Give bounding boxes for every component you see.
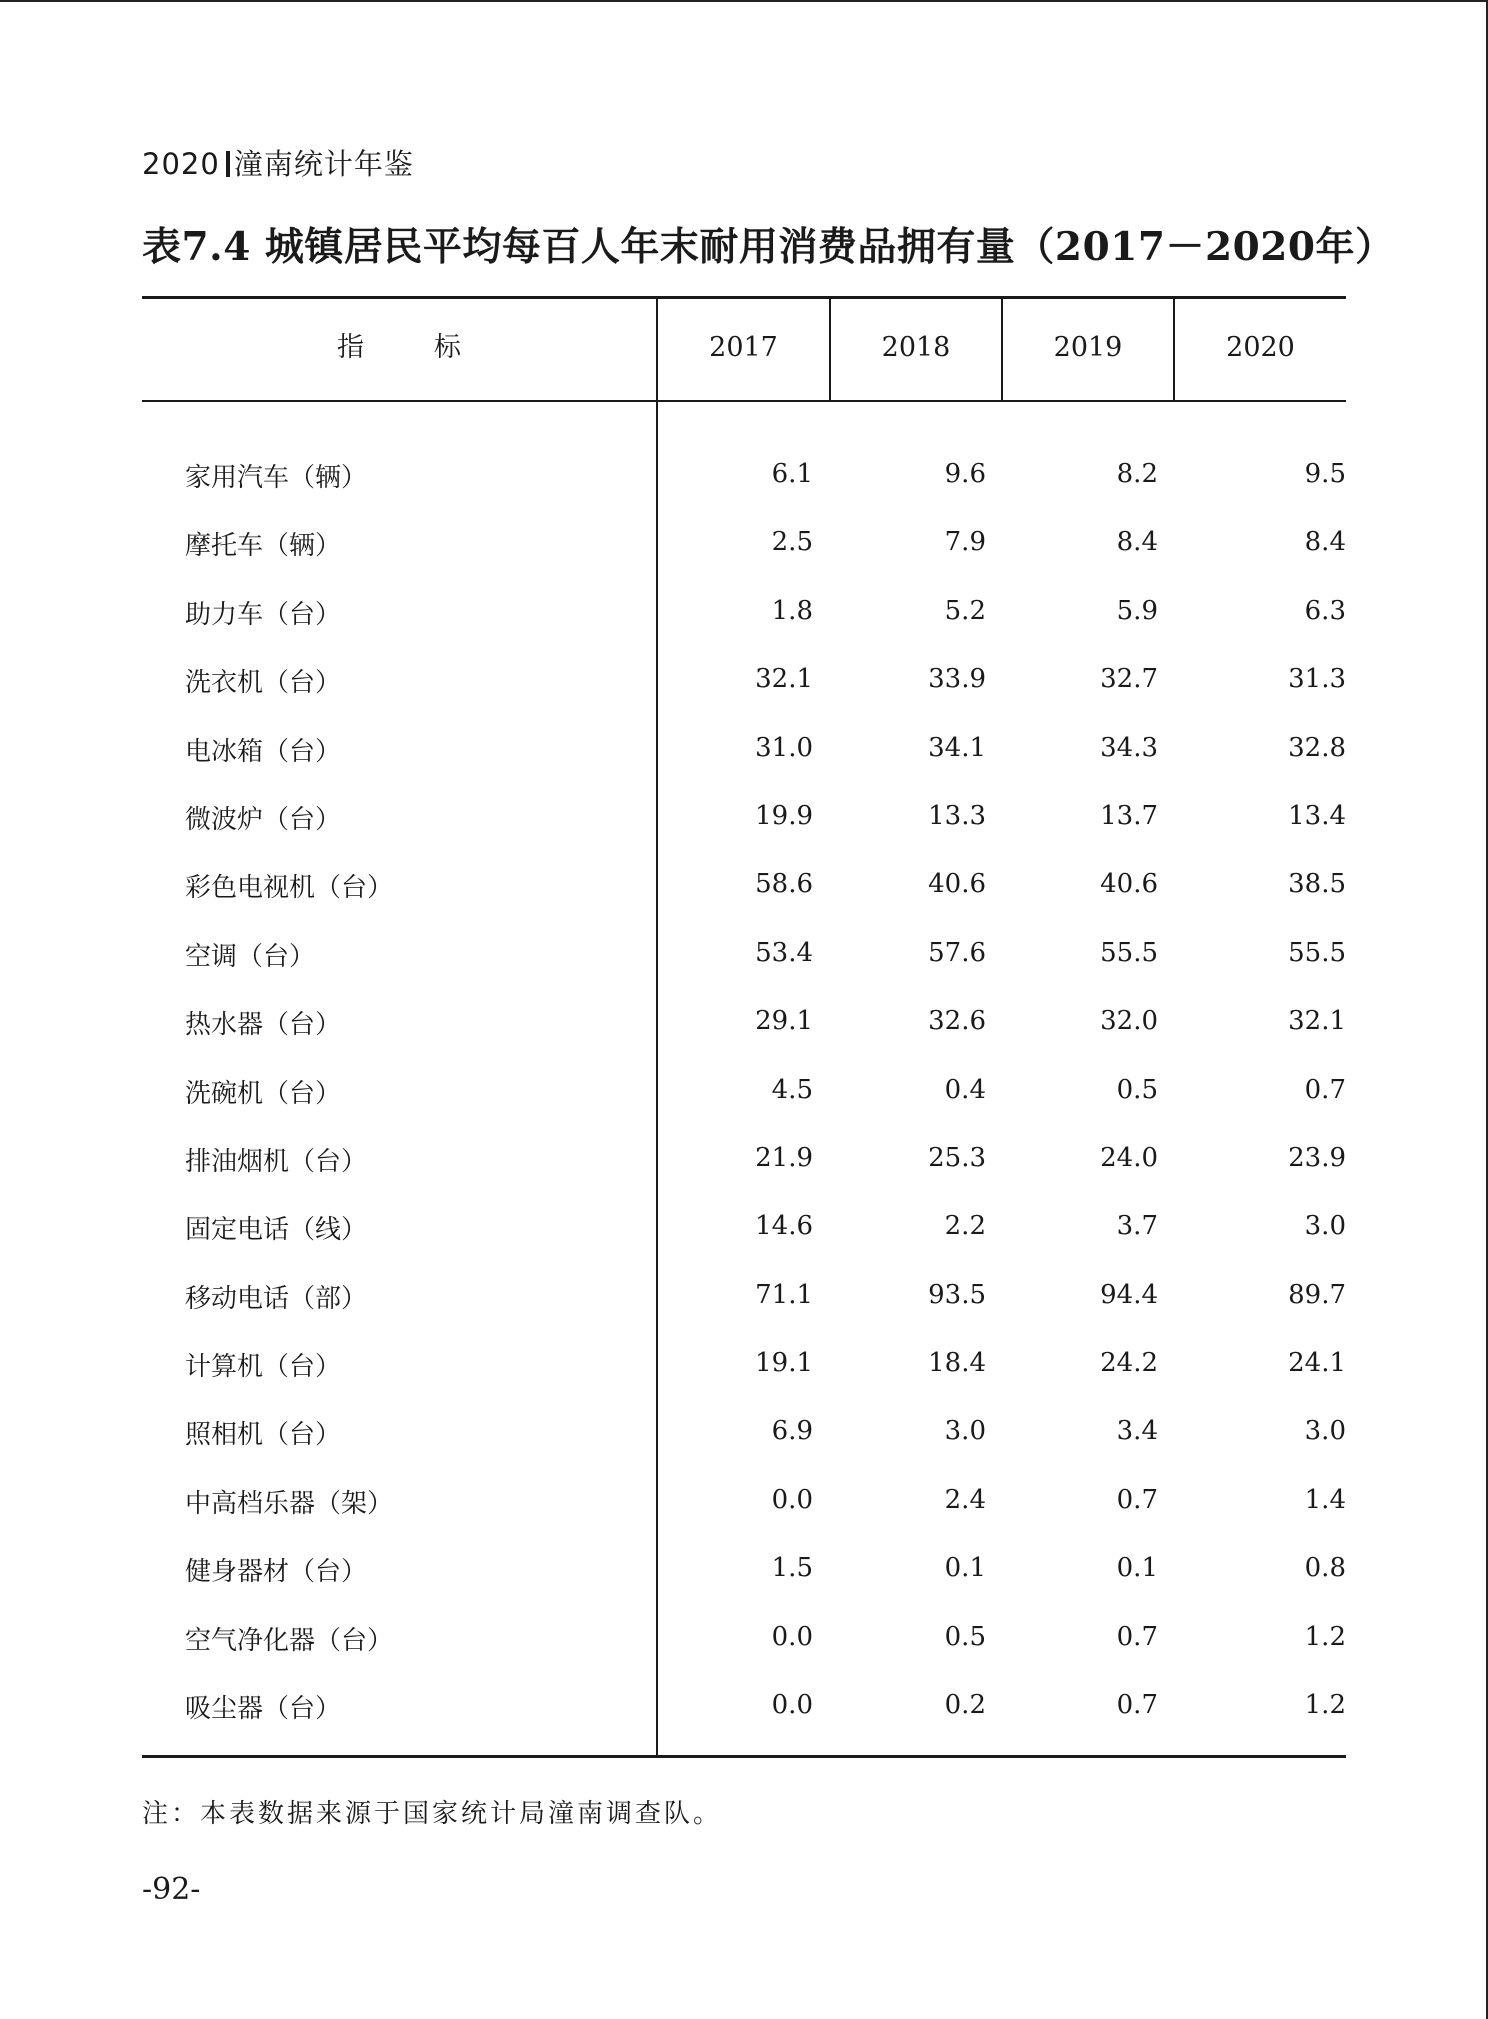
table-title: 表7.4 城镇居民平均每百人年末耐用消费品拥有量（2017－2020年） xyxy=(142,224,1395,270)
table-row xyxy=(142,1470,1346,1538)
cell-value: 32.1 xyxy=(755,664,813,695)
table-bottom-rule xyxy=(142,1755,1346,1758)
row-label: 微波炉（台） xyxy=(185,804,342,835)
table-row xyxy=(142,786,1346,854)
cell-value: 0.5 xyxy=(1116,1074,1158,1105)
table-row xyxy=(142,1196,1346,1264)
cell-value: 55.5 xyxy=(1100,937,1158,968)
cell-value: 9.6 xyxy=(944,459,986,489)
cell-value: 0.8 xyxy=(1304,1553,1346,1584)
row-label: 摩托车（辆） xyxy=(185,531,342,562)
cell-value: 40.6 xyxy=(1100,869,1158,900)
cell-value: 53.4 xyxy=(755,937,813,968)
header-book-title: 潼南统计年鉴 xyxy=(233,147,414,181)
cell-value: 21.9 xyxy=(755,1142,813,1173)
table-row xyxy=(142,1060,1346,1128)
data-table xyxy=(142,296,1346,1758)
page-number: -92- xyxy=(142,1872,201,1907)
cell-value: 24.2 xyxy=(1100,1348,1158,1379)
cell-value: 14.6 xyxy=(755,1211,813,1242)
table-row xyxy=(142,1675,1346,1743)
row-label: 家用汽车（辆） xyxy=(185,463,368,493)
row-label: 洗碗机（台） xyxy=(185,1078,342,1109)
cell-value: 6.9 xyxy=(771,1416,813,1447)
cell-value: 32.0 xyxy=(1100,1006,1158,1037)
row-label: 助力车（台） xyxy=(185,599,342,630)
row-label: 空调（台） xyxy=(185,941,316,972)
cell-value: 24.1 xyxy=(1288,1348,1346,1379)
table-row xyxy=(142,1333,1346,1401)
cell-value: 31.3 xyxy=(1288,664,1346,695)
cell-value: 0.7 xyxy=(1116,1690,1158,1721)
row-label: 健身器材（台） xyxy=(185,1557,368,1588)
table-row xyxy=(142,1128,1346,1196)
cell-value: 3.7 xyxy=(1116,1211,1158,1242)
cell-value: 23.9 xyxy=(1288,1142,1346,1173)
cell-value: 34.1 xyxy=(928,732,986,763)
cell-value: 19.9 xyxy=(755,800,813,831)
row-label: 吸尘器（台） xyxy=(185,1694,342,1725)
cell-value: 24.0 xyxy=(1100,1142,1158,1173)
cell-value: 19.1 xyxy=(755,1348,813,1379)
cell-value: 58.6 xyxy=(755,869,813,900)
cell-value: 8.2 xyxy=(1116,459,1158,489)
table-row xyxy=(142,854,1346,922)
cell-value: 25.3 xyxy=(928,1142,986,1173)
table-note: 注：本表数据来源于国家统计局潼南调查队。 xyxy=(142,1799,723,1829)
table-row xyxy=(142,1265,1346,1333)
cell-value: 9.5 xyxy=(1304,459,1346,489)
cell-value: 33.9 xyxy=(928,664,986,695)
cell-value: 6.1 xyxy=(771,459,813,489)
row-label: 中高档乐器（架） xyxy=(185,1488,394,1519)
row-label: 排油烟机（台） xyxy=(185,1146,368,1177)
cell-value: 1.8 xyxy=(771,595,813,626)
table-row xyxy=(142,444,1346,512)
column-header-year: 2017 xyxy=(709,332,778,363)
cell-value: 0.0 xyxy=(771,1484,813,1515)
indicator-char-right: 标 xyxy=(434,332,461,363)
cell-value: 0.7 xyxy=(1304,1074,1346,1105)
column-header-year: 2020 xyxy=(1226,332,1295,363)
cell-value: 2.5 xyxy=(771,527,813,558)
row-label: 照相机（台） xyxy=(185,1420,342,1451)
header-year: 2020 xyxy=(142,147,220,181)
table-row xyxy=(142,923,1346,991)
cell-value: 31.0 xyxy=(755,732,813,763)
cell-value: 0.7 xyxy=(1116,1621,1158,1652)
cell-value: 7.9 xyxy=(944,527,986,558)
cell-value: 34.3 xyxy=(1100,732,1158,763)
table-header-rule xyxy=(142,400,1346,402)
cell-value: 3.0 xyxy=(1304,1211,1346,1242)
cell-value: 5.2 xyxy=(944,595,986,626)
row-label: 固定电话（线） xyxy=(185,1215,368,1246)
table-row xyxy=(142,1538,1346,1606)
cell-value: 13.7 xyxy=(1100,800,1158,831)
cell-value: 1.2 xyxy=(1304,1690,1346,1721)
cell-value: 3.0 xyxy=(1304,1416,1346,1447)
cell-value: 0.5 xyxy=(944,1621,986,1652)
cell-value: 18.4 xyxy=(928,1348,986,1379)
table-row xyxy=(142,649,1346,717)
table-row xyxy=(142,512,1346,580)
cell-value: 32.6 xyxy=(928,1006,986,1037)
cell-value: 0.0 xyxy=(771,1621,813,1652)
cell-value: 0.4 xyxy=(944,1074,986,1105)
cell-value: 1.5 xyxy=(771,1553,813,1584)
cell-value: 8.4 xyxy=(1304,527,1346,558)
cell-value: 13.3 xyxy=(928,800,986,831)
column-header-indicator xyxy=(142,296,656,400)
table-row xyxy=(142,991,1346,1059)
row-label: 热水器（台） xyxy=(185,1010,342,1041)
cell-value: 0.0 xyxy=(771,1690,813,1721)
cell-value: 29.1 xyxy=(755,1006,813,1037)
table-row xyxy=(142,1607,1346,1675)
cell-value: 89.7 xyxy=(1288,1279,1346,1310)
cell-value: 93.5 xyxy=(928,1279,986,1310)
row-label: 电冰箱（台） xyxy=(185,736,342,767)
cell-value: 5.9 xyxy=(1116,595,1158,626)
row-label: 计算机（台） xyxy=(185,1352,342,1383)
cell-value: 13.4 xyxy=(1288,800,1346,831)
cell-value: 3.0 xyxy=(944,1416,986,1447)
page-border-top xyxy=(0,0,1488,2)
table-row xyxy=(142,1401,1346,1469)
cell-value: 2.4 xyxy=(944,1484,986,1515)
cell-value: 2.2 xyxy=(944,1211,986,1242)
table-body xyxy=(142,444,1346,1743)
cell-value: 8.4 xyxy=(1116,527,1158,558)
cell-value: 6.3 xyxy=(1304,595,1346,626)
row-label: 空气净化器（台） xyxy=(185,1625,394,1656)
cell-value: 0.1 xyxy=(944,1553,986,1584)
column-header-year: 2019 xyxy=(1053,332,1123,363)
row-label: 移动电话（部） xyxy=(185,1283,368,1314)
indicator-char-left: 指 xyxy=(337,332,364,363)
cell-value: 1.2 xyxy=(1304,1621,1346,1652)
cell-value: 94.4 xyxy=(1100,1279,1158,1310)
cell-value: 0.2 xyxy=(944,1690,986,1721)
cell-value: 38.5 xyxy=(1288,869,1346,900)
cell-value: 1.4 xyxy=(1304,1484,1346,1515)
cell-value: 3.4 xyxy=(1116,1416,1158,1447)
table-row xyxy=(142,581,1346,649)
running-header xyxy=(142,142,414,183)
row-label: 洗衣机（台） xyxy=(185,668,342,699)
cell-value: 32.7 xyxy=(1100,664,1158,695)
cell-value: 32.1 xyxy=(1288,1006,1346,1037)
cell-value: 57.6 xyxy=(928,937,986,968)
cell-value: 71.1 xyxy=(755,1279,813,1310)
table-row xyxy=(142,718,1346,786)
header-separator xyxy=(226,151,230,177)
cell-value: 0.7 xyxy=(1116,1484,1158,1515)
column-header-year: 2018 xyxy=(881,332,951,363)
cell-value: 4.5 xyxy=(771,1074,813,1105)
cell-value: 0.1 xyxy=(1116,1553,1158,1584)
cell-value: 32.8 xyxy=(1288,732,1346,763)
cell-value: 55.5 xyxy=(1288,937,1346,968)
row-label: 彩色电视机（台） xyxy=(185,873,394,904)
cell-value: 40.6 xyxy=(928,869,986,900)
